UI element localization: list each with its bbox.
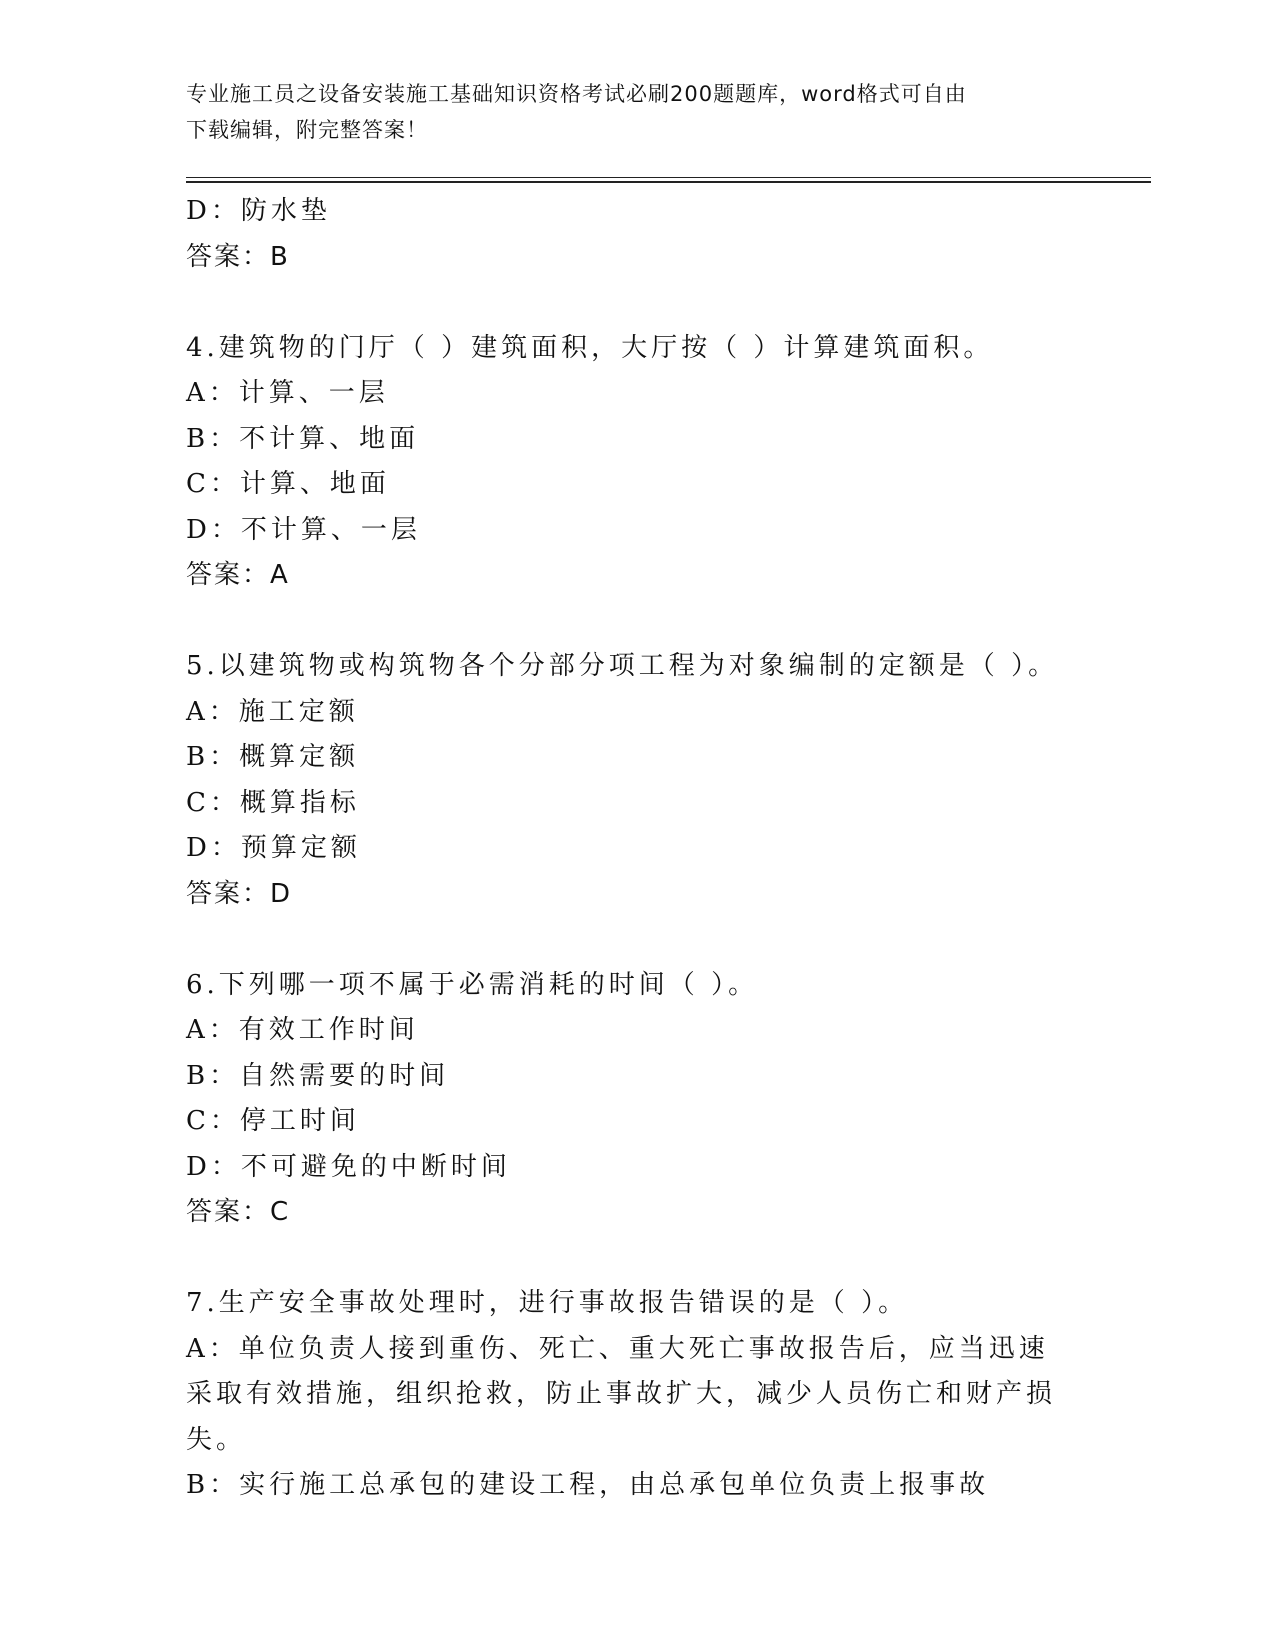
option-b: B：自然需要的时间 [186, 1060, 450, 1091]
question-stem: 5.以建筑物或构筑物各个分部分项工程为对象编制的定额是（ ）。 [186, 651, 1059, 681]
question-6 [186, 963, 1186, 1236]
option-d: D：不计算、一层 [186, 514, 421, 545]
option-c: C：停工时间 [186, 1106, 360, 1136]
option-a: A：有效工作时间 [186, 1015, 419, 1045]
question-5 [186, 644, 1186, 917]
spacer [186, 1236, 1186, 1282]
option-c: C：计算、地面 [186, 469, 390, 499]
answer: 答案：C [186, 1197, 291, 1227]
header-line-1: 专业施工员之设备安装施工基础知识资格考试必刷200题题库，word格式可自由 [186, 82, 967, 106]
question-stem: 7.生产安全事故处理时，进行事故报告错误的是（ ）。 [186, 1288, 909, 1318]
header-line-2: 下载编辑，附完整答案！ [186, 118, 428, 142]
header-divider-thin [186, 177, 1151, 178]
option-a: A：单位负责人接到重伤、死亡、重大死亡事故报告后，应当迅速采取有效措施，组织抢救，防止事故扩大，减少人员伤亡和财产损失。 [186, 1333, 1057, 1455]
option-c: C：概算指标 [186, 787, 360, 818]
option-b: B：不计算、地面 [186, 423, 420, 454]
option-a: A：计算、一层 [186, 378, 389, 408]
option-d: D：不可避免的中断时间 [186, 1151, 511, 1182]
partial-option-d: D：防水垫 [186, 196, 331, 226]
document-header [186, 76, 1066, 148]
question-stem: 6.下列哪一项不属于必需消耗的时间（ ）。 [186, 969, 759, 1000]
spacer [186, 917, 1186, 963]
question-7 [186, 1281, 1186, 1509]
spacer [186, 280, 1186, 326]
option-d: D：预算定额 [186, 833, 361, 863]
option-b: B：实行施工总承包的建设工程，由总承包单位负责上报事故 [186, 1470, 990, 1500]
option-b: B：概算定额 [186, 742, 360, 772]
question-4 [186, 326, 1186, 599]
spacer [186, 599, 1186, 645]
answer: 答案：D [186, 878, 293, 909]
partial-answer: 答案：B [186, 241, 290, 272]
header-divider-thick [186, 181, 1151, 183]
question-stem: 4.建筑物的门厅（ ）建筑面积，大厅按（ ）计算建筑面积。 [186, 332, 994, 363]
answer: 答案：A [186, 560, 290, 590]
question-list [186, 189, 1186, 1509]
option-a: A：施工定额 [186, 696, 359, 727]
